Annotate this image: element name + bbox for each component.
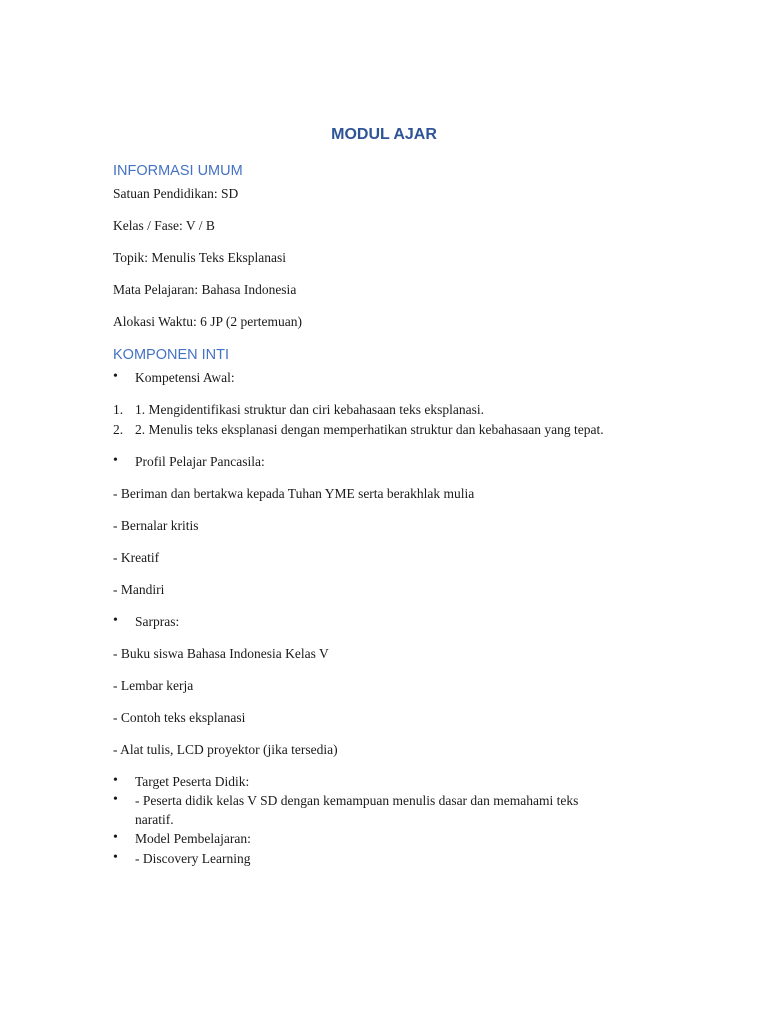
bullet-model-pembelajaran: Model Pembelajaran:: [135, 831, 251, 846]
bullet-icon: •: [113, 830, 118, 845]
sarpras-item: - Lembar kerja: [113, 678, 194, 693]
sarpras-item: - Alat tulis, LCD proyektor (jika tersedia): [113, 742, 338, 757]
info-line-alokasi: Alokasi Waktu: 6 JP (2 pertemuan): [113, 314, 303, 329]
info-line-mapel: Mata Pelajaran: Bahasa Indonesia: [113, 282, 297, 297]
profil-item: - Beriman dan bertakwa kepada Tuhan YME serta berakhlak mulia: [113, 486, 475, 501]
bullet-target-detail-cont: naratif.: [135, 812, 174, 827]
bullet-sarpras: Sarpras:: [135, 614, 180, 629]
bullet-kompetensi-awal: Kompetensi Awal:: [135, 370, 235, 385]
profil-item: - Bernalar kritis: [113, 518, 199, 533]
bullet-icon: •: [113, 613, 118, 628]
list-number: 1.: [113, 402, 124, 417]
bullet-icon: •: [113, 453, 118, 468]
sarpras-item: - Buku siswa Bahasa Indonesia Kelas V: [113, 646, 329, 661]
profil-item: - Kreatif: [113, 550, 160, 565]
bullet-target-peserta: Target Peserta Didik:: [135, 774, 250, 789]
info-line-satuan: Satuan Pendidikan: SD: [113, 186, 239, 201]
bullet-icon: •: [113, 792, 118, 807]
section-heading-informasi-umum: INFORMASI UMUM: [113, 163, 243, 179]
list-number: 2.: [113, 422, 124, 437]
page-title: MODUL AJAR: [331, 126, 437, 143]
bullet-icon: •: [113, 773, 118, 788]
list-item: 2. Menulis teks eksplanasi dengan memperhatikan struktur dan kebahasaan yang tepat.: [135, 422, 604, 437]
info-line-kelas: Kelas / Fase: V / B: [113, 218, 215, 233]
bullet-profil-pelajar: Profil Pelajar Pancasila:: [135, 454, 265, 469]
bullet-target-detail: - Peserta didik kelas V SD dengan kemampuan menulis dasar dan memahami teks: [135, 793, 579, 808]
list-item: 1. Mengidentifikasi struktur dan ciri kebahasaan teks eksplanasi.: [135, 402, 485, 417]
sarpras-item: - Contoh teks eksplanasi: [113, 710, 246, 725]
info-line-topik: Topik: Menulis Teks Eksplanasi: [113, 250, 286, 265]
bullet-icon: •: [113, 850, 118, 865]
bullet-discovery-learning: - Discovery Learning: [135, 851, 251, 866]
section-heading-komponen-inti: KOMPONEN INTI: [113, 347, 230, 363]
profil-item: - Mandiri: [113, 582, 165, 597]
bullet-icon: •: [113, 369, 118, 384]
